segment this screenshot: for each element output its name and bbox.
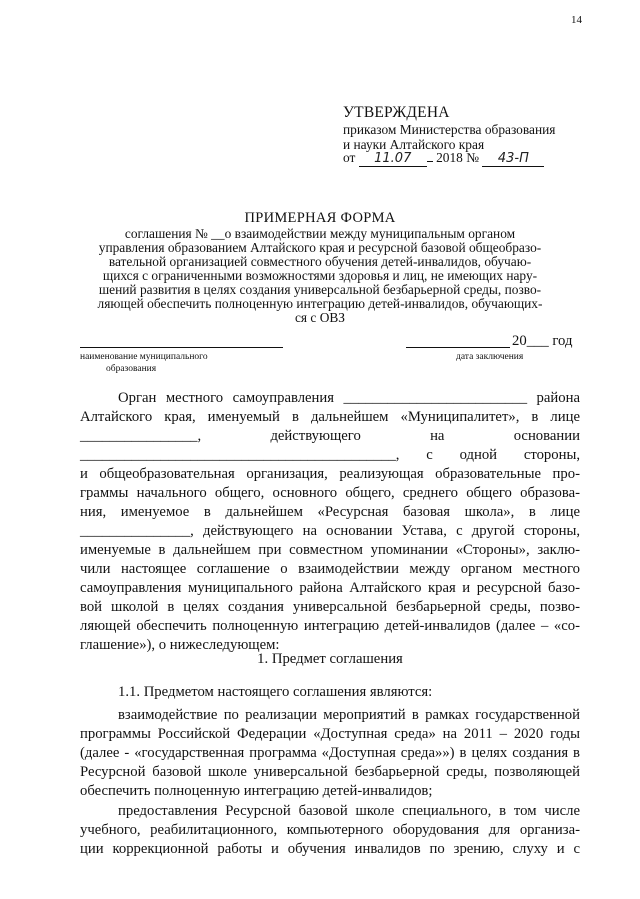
- approval-number-handwritten: 43-П: [482, 151, 544, 167]
- preamble-line: Алтайского края, именуемый в дальнейшем «Муниципалитет», в лице: [80, 409, 580, 425]
- form-subtitle-line: вательной организацией совместного обучения детей-инвалидов, обучаю-: [108, 254, 532, 269]
- section-1-line: 1.1. Предметом настоящего соглашения являются:: [118, 684, 433, 700]
- approval-number-sign: №: [466, 150, 480, 165]
- preamble-line: глашение»), о нижеследующем:: [80, 637, 280, 653]
- page-number: 14: [571, 14, 582, 26]
- form-subtitle-line: управления образованием Алтайского края и ресурсной базовой общеобразо-: [98, 240, 542, 255]
- form-subtitle-line: соглашения № __о взаимодействии между муниципальным органом: [124, 226, 516, 241]
- section-1-line: обеспечить полноценную интеграцию детей-инвалидов;: [80, 783, 433, 799]
- preamble-line: самоуправления муниципального района Алтайского края и ресурсной базо-: [80, 580, 580, 596]
- approval-title: УТВЕРЖДЕНА: [343, 104, 450, 121]
- preamble-line: чили настоящее соглашение о взаимодействии между органом местного: [80, 561, 580, 577]
- section-1-line: (далее - «государственная программа «Доступная среда»») в целях создания в: [80, 745, 580, 761]
- section-1-line: взаимодействие по реализации мероприятий в рамках государственной: [118, 707, 580, 723]
- preamble-line: именуемые в дальнейшем при совместном упоминании «Стороны», заклю-: [80, 542, 580, 558]
- preamble-line: Орган местного самоуправления _________________________ района: [118, 390, 580, 406]
- preamble-line: и общеобразовательная организация, реализующая образовательные про-: [80, 466, 580, 482]
- preamble-line: граммы начального общего, основного общего, среднего общего образова-: [80, 485, 580, 501]
- preamble-line: ________________, действующего на основании: [80, 428, 580, 444]
- preamble-line: вой школой в целях создания универсальной безбарьерной среды, позво-: [80, 599, 580, 615]
- section-1-line: ции коррекционной работы и обучения инвалидов по зрению, слуху и с: [80, 841, 580, 857]
- form-subtitle-line: ляющей обеспечить полноценную интеграцию детей-инвалидов, обучающих-: [97, 296, 543, 311]
- section-1-line: Ресурсной базовой школе универсальной безбарьерной среды, позволяющей: [80, 764, 580, 780]
- date-blank-line: [406, 347, 510, 348]
- approval-ministry-line: и науки Алтайского края: [343, 137, 485, 152]
- date-label: дата заключения: [456, 352, 524, 362]
- approval-order-line: приказом Министерства образования: [343, 122, 556, 137]
- approval-date-year: 2018: [436, 150, 463, 165]
- approval-date-prefix: от: [343, 150, 356, 165]
- municipal-name-label-2: образования: [106, 364, 157, 374]
- municipal-name-blank-line: [80, 347, 283, 348]
- section-1-line: предоставления Ресурсной базовой школе специального, в том числе: [118, 803, 580, 819]
- preamble-line: ___________________________________________, с одной стороны,: [80, 447, 580, 463]
- preamble-line: ляющей обеспечить полноценную интеграцию детей-инвалидов (далее – «со-: [80, 618, 580, 634]
- form-subtitle-line: щихся с ограниченными возможностями здоровья и лиц, не имеющих нару-: [102, 268, 538, 283]
- approval-date-handwritten: 11.07: [359, 151, 427, 167]
- section-1-line: программы Российской Федерации «Доступная среда» на 2011 – 2020 годы: [80, 726, 580, 742]
- form-subtitle-line: ся с ОВЗ: [294, 310, 346, 325]
- section-heading: 1. Предмет соглашения: [257, 651, 403, 667]
- year-text: 20___ год: [512, 333, 573, 349]
- form-title: ПРИМЕРНАЯ ФОРМА: [244, 210, 396, 226]
- preamble-line: _______________, действующего на основании Устава, с другой стороны,: [80, 523, 580, 539]
- approval-date-line: [343, 150, 544, 167]
- form-subtitle-line: шений развития в целях создания универсальной безбарьерной среды, позво-: [98, 282, 542, 297]
- section-1-line: учебного, реабилитационного, компьютерного оборудования для организа-: [80, 822, 580, 838]
- municipal-name-label: наименование муниципального: [80, 352, 208, 362]
- preamble-line: ния, именуемое в дальнейшем «Ресурсная базовая школа», в лице: [80, 504, 580, 520]
